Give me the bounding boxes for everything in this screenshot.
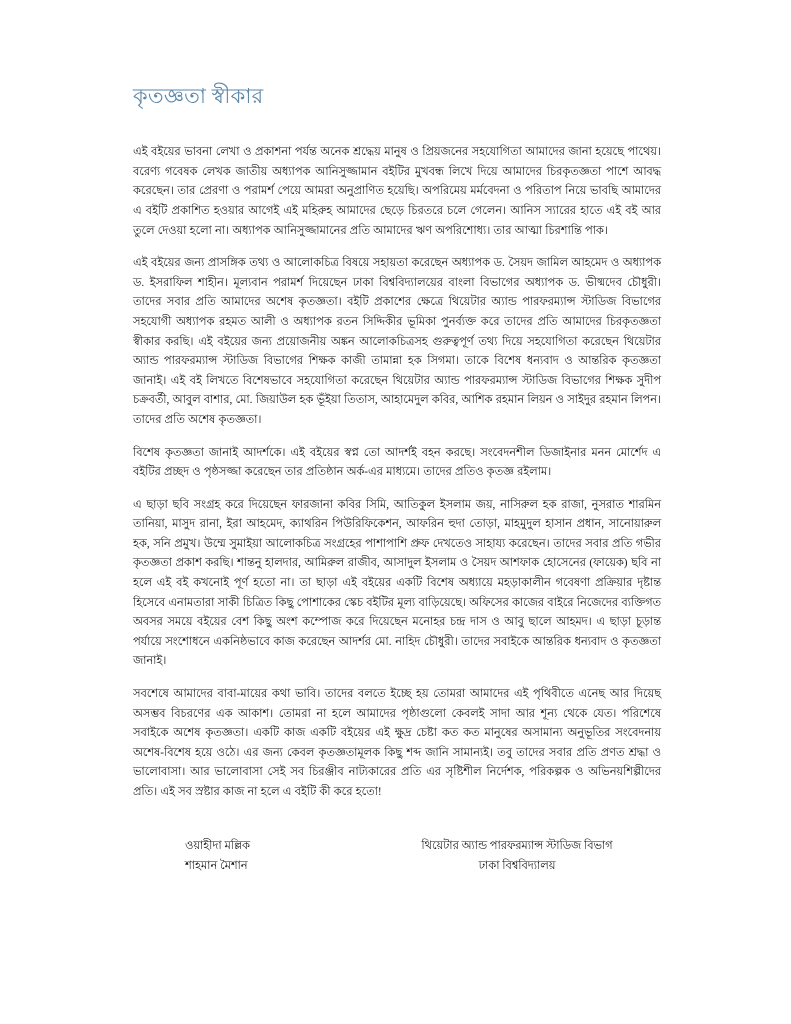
document-body [133, 84, 661, 803]
signature-department: থিয়েটার অ্যান্ড পারফরম্যান্স স্টাডিজ বিভাগ [421, 840, 613, 852]
signature-block [133, 836, 661, 876]
signature-affiliation [373, 836, 661, 876]
paragraph-closing-dedication: সবশেষে আমাদের বাবা-মায়ের কথা ভাবি। তাদের বলতে ইচ্ছে হয় তোমরা আমাদের এই পৃথিবীতে এনেছ আর দিয়েছ অসম্ভব বিচরণের এক আকাশ। তোমরা না হলে আমাদের পৃষ্ঠাগুলো কেবলই সাদা আর শূন্য থেকে যেত। পরিশেষে সবাইকে অশেষ কৃতজ্ঞতা। একটি কাজ একটি বইয়ের এই ক্ষুদ্র চেষ্টা কত কত মানুষের অসামান্য অনুভূতির সংবেদনায় অশেষ-বিশেষ হয়ে ওঠে। এর জন্য কেবল কৃতজ্ঞতামূলক কিছু শব্দ জানি সামান্যই। তবু তাদের সবার প্রতি প্রণত শ্রদ্ধা ও ভালোবাসা। আর ভালোবাসা সেই সব চিরঞ্জীব নাট্যকারের প্রতি এর সৃষ্টিশীল নির্দেশক, পরিকল্পক ও অভিনয়শিল্পীদের প্রতি। এই সব স্রষ্টার কাজ না হলে এ বইটি কী করে হতো! [133, 688, 661, 798]
page-title: কৃতজ্ঞতা স্বীকার [133, 84, 264, 108]
paragraph-photo-contributors: এ ছাড়া ছবি সংগ্রহ করে দিয়েছেন ফারজানা কবির সিমি, আতিকুল ইসলাম জয়, নাসিরুল হক রাজা, নুসরাত শারমিন তানিয়া, মাসুদ রানা, ইরা আহমেদ, ক্যাথরিন পিউরিফিকেশন, আফরিন হুদা তোড়া, মাহমুদুল হাসান প্রধান, সানোয়ারুল হক, সনি প্রমুখ। উম্মে সুমাইয়া আলোকচিত্র সংগ্রহের পাশাপাশি প্রুফ দেখতেও সাহায্য করেছেন। তাদের সবার প্রতি গভীর কৃতজ্ঞতা প্রকাশ করছি। শান্তনু হালদার, আমিরুল রাজীব, আসাদুল ইসলাম ও সৈয়দ আশফাক হোসেনের (ফায়েক) ছবি না হলে এই বই কখনোই পূর্ণ হতো না। তা ছাড়া এই বইয়ের একটি বিশেষ অধ্যায়ে মহড়াকালীন গবেষণা প্রক্রিয়ার দৃষ্টান্ত হিসেবে এনামতারা সাকী চিত্রিত কিছু পোশাকের স্কেচ বইটির মূল্য বাড়িয়েছে। অফিসের কাজের বাইরে নিজেদের ব্যক্তিগত অবসর সময়ে বইয়ের বেশ কিছু অংশ কম্পোজ করে দিয়েছেন মনোহর চন্দ্র দাস ও আবু ছালে আহমদ। এ ছাড়া চূড়ান্ত পর্যায়ে সংশোধনে একনিষ্ঠভাবে কাজ করেছেন আদর্শর মো. নাহিদ চৌধুরী। তাদের সবাইকে আন্তরিক ধন্যবাদ ও কৃতজ্ঞতা জানাই। [133, 498, 661, 668]
signature-author-name-2: শাহমান মৈশান [185, 860, 248, 872]
paragraph-publisher-designer: বিশেষ কৃতজ্ঞতা জানাই আদর্শকে। এই বইয়ের স্বপ্ন তো আদর্শই বহন করছে। সংবেদনশীল ডিজাইনার মনন মোর্শেদ এ বইটির প্রচ্ছদ ও পৃষ্ঠসজ্জা করেছেন তার প্রতিষ্ঠান অর্ক-এর মাধ্যমে। তাদের প্রতিও কৃতজ্ঞ রইলাম। [133, 446, 661, 479]
signature-authors [133, 836, 373, 876]
paragraph-acknowledgement-intro: এই বইয়ের ভাবনা লেখা ও প্রকাশনা পর্যন্ত অনেক শ্রদ্ধেয় মানুষ ও প্রিয়জনের সহযোগিতা আমাদের জানা হয়েছে পাথেয়। বরেণ্য গবেষক লেখক জাতীয় অধ্যাপক আনিসুজ্জামান বইটির মুখবন্ধ লিখে দিয়ে আমাদের চিরকৃতজ্ঞতা পাশে আবদ্ধ করেছেন। তার প্রেরণা ও পরামর্শ পেয়ে আমরা অনুপ্রাণিত হয়েছি। অপরিমেয় মর্মবেদনা ও পরিতাপ নিয়ে ভাবছি আমাদের এ বইটি প্রকাশিত হওয়ার আগেই এই মহিরুহ আমাদের ছেড়ে চিরতরে চলে গেলেন। আনিস স্যারের হাতে এই বই আর তুলে দেওয়া হলো না। অধ্যাপক আনিসুজ্জামানের প্রতি আমাদের ঋণ অপরিশোধ্য। তার আত্মা চিরশান্তি পাক। [133, 146, 661, 237]
signature-author-name-1: ওয়াহীদা মল্লিক [185, 840, 250, 852]
signature-institution: ঢাকা বিশ্ববিদ্যালয় [478, 860, 556, 872]
paragraph-academic-contributors: এই বইয়ের জন্য প্রাসঙ্গিক তথ্য ও আলোকচিত্র বিষয়ে সহায়তা করেছেন অধ্যাপক ড. সৈয়দ জামিল আহমেদ ও অধ্যাপক ড. ইসরাফিল শাহীন। মূল্যবান পরামর্শ দিয়েছেন ঢাকা বিশ্ববিদ্যালয়ের বাংলা বিভাগের অধ্যাপক ড. ভীষ্মদেব চৌধুরী। তাদের সবার প্রতি আমাদের অশেষ কৃতজ্ঞতা। বইটি প্রকাশের ক্ষেত্রে থিয়েটার অ্যান্ড পারফরম্যান্স স্টাডিজ বিভাগের সহযোগী অধ্যাপক রহমত আলী ও অধ্যাপক রতন সিদ্দিকীর ভূমিকা পুনর্ব্যক্ত করে তাদের প্রতি আমাদের চিরকৃতজ্ঞতা স্বীকার করছি। এই বইয়ের জন্য প্রয়োজনীয় অঙ্কন আলোকচিত্রসহ গুরুত্বপূর্ণ তথ্য দিয়ে সহযোগিতা করেছেন থিয়েটার অ্যান্ড পারফরম্যান্স স্টাডিজ বিভাগের শিক্ষক কাজী তামান্না হক সিগমা। তাকে বিশেষ ধন্যবাদ ও আন্তরিক কৃতজ্ঞতা জানাই। এই বই লিখতে বিশেষভাবে সহযোগিতা করেছেন থিয়েটার অ্যান্ড পারফরম্যান্স স্টাডিজ বিভাগের শিক্ষক সুদীপ চক্রবর্তী, আবুল বাশার, মো. জিয়াউল হক ভূঁইয়া তিতাস, আহামেদুল কবির, আশিক রহমান লিয়ন ও সাইদুর রহমান লিপন। তাদের প্রতি অশেষ কৃতজ্ঞতা। [133, 257, 661, 426]
